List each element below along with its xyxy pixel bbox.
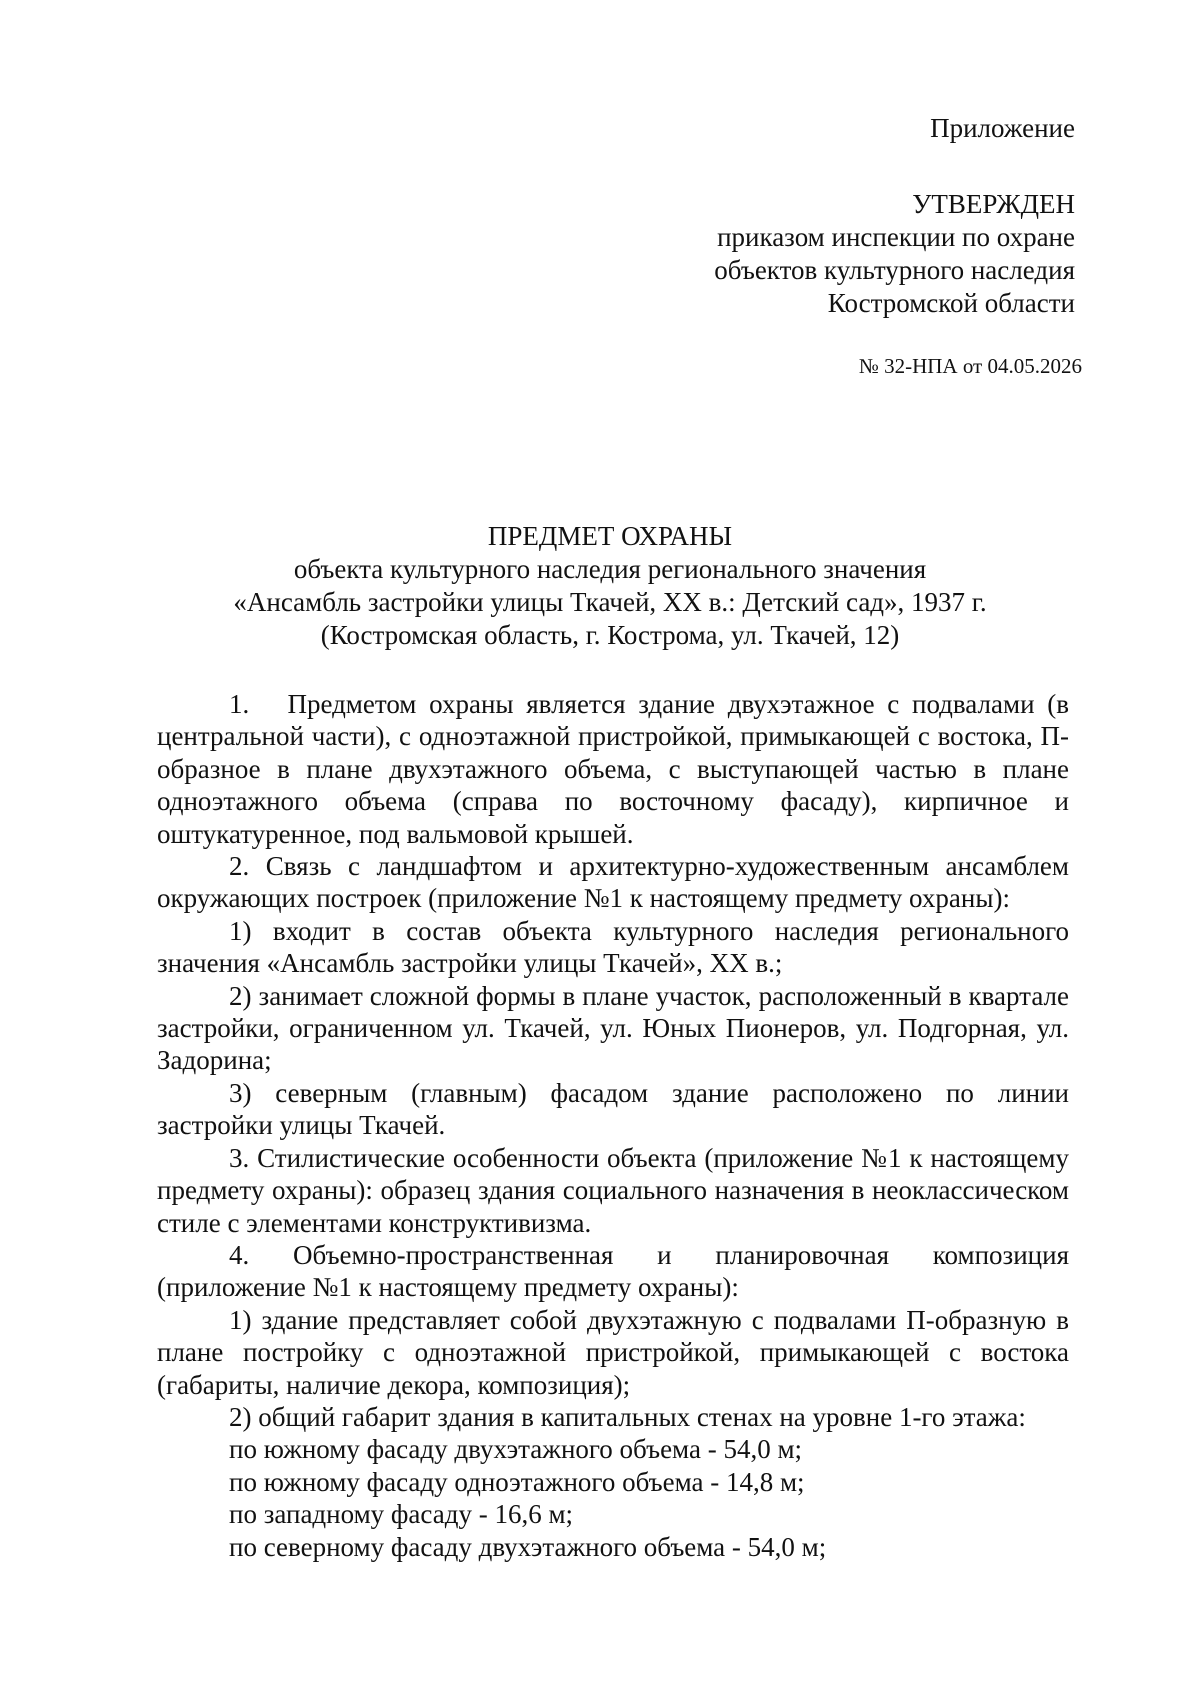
appendix-header bbox=[930, 112, 1075, 145]
approved-by-line: объектов культурного наследия bbox=[714, 255, 1075, 285]
paragraph: 2. Связь с ландшафтом и архитектурно-художественным ансамблем окружающих построек (приложение №1 к настоящему предмету охраны): bbox=[157, 851, 1069, 914]
paragraph: 2) общий габарит здания в капитальных стенах на уровне 1-го этажа: bbox=[229, 1401, 1026, 1432]
document-subtitle-line: (Костромская область, г. Кострома, ул. Ткачей, 12) bbox=[320, 620, 900, 650]
approval-block bbox=[714, 188, 1075, 320]
paragraph: 3. Стилистические особенности объекта (приложение №1 к настоящему предмету охраны): образец здания социального назначения в неоклассическом стиле с элементами конструктивизма. bbox=[157, 1142, 1069, 1238]
paragraph: 3) северным (главным) фасадом здание расположено по линии застройки улицы Ткачей. bbox=[157, 1077, 1069, 1141]
document-title: ПРЕДМЕТ ОХРАНЫ bbox=[487, 521, 733, 551]
dimension-line: по западному фасаду - 16,6 м; bbox=[229, 1499, 574, 1530]
paragraph: 4. Объемно-пространственная и планировочная композиция (приложение №1 к настоящему предмету охраны): bbox=[157, 1239, 1069, 1303]
document-subtitle-line: «Ансамбль застройки улицы Ткачей, XX в.: Детский сад», 1937 г. bbox=[233, 587, 987, 617]
paragraph: 1) здание представляет собой двухэтажную с подвалами П-образную в плане постройку с одноэтажной пристройкой, примыкающей с востока (габариты, наличие декора, композиция); bbox=[157, 1304, 1069, 1400]
document-title-block bbox=[150, 520, 1070, 652]
document-body bbox=[157, 688, 1069, 1563]
appendix-label: Приложение bbox=[930, 113, 1075, 143]
paragraph: 2) занимает сложной формы в плане участок, расположенный в квартале застройки, ограниченном ул. Ткачей, ул. Юных Пионеров, ул. Подгорная, ул. Задорина; bbox=[157, 980, 1069, 1076]
order-number: № 32-НПА от 04.05.2026 bbox=[858, 354, 1082, 378]
paragraph: 1. Предметом охраны является здание двухэтажное с подвалами (в центральной части), с одноэтажной пристройкой, примыкающей с востока, П-образное в плане двухэтажного объема, с выступающей частью в плане одноэтажного объема (справа по восточному фасаду), кирпичное и оштукатуренное, под вальмовой крышей. bbox=[157, 689, 1069, 849]
paragraph: 1) входит в состав объекта культурного наследия регионального значения «Ансамбль застройки улицы Ткачей», XX в.; bbox=[157, 915, 1069, 979]
approved-stamp-line: УТВЕРЖДЕН bbox=[912, 189, 1075, 219]
dimension-line: по южному фасаду одноэтажного объема - 14,8 м; bbox=[229, 1466, 805, 1497]
approved-by-line: Костромской области bbox=[827, 288, 1075, 318]
document-subtitle-line: объекта культурного наследия регионального значения bbox=[293, 554, 927, 584]
dimension-line: по северному фасаду двухэтажного объема - 54,0 м; bbox=[229, 1531, 827, 1562]
approved-by-line: приказом инспекции по охране bbox=[717, 222, 1075, 252]
dimension-line: по южному фасаду двухэтажного объема - 54,0 м; bbox=[229, 1434, 803, 1465]
